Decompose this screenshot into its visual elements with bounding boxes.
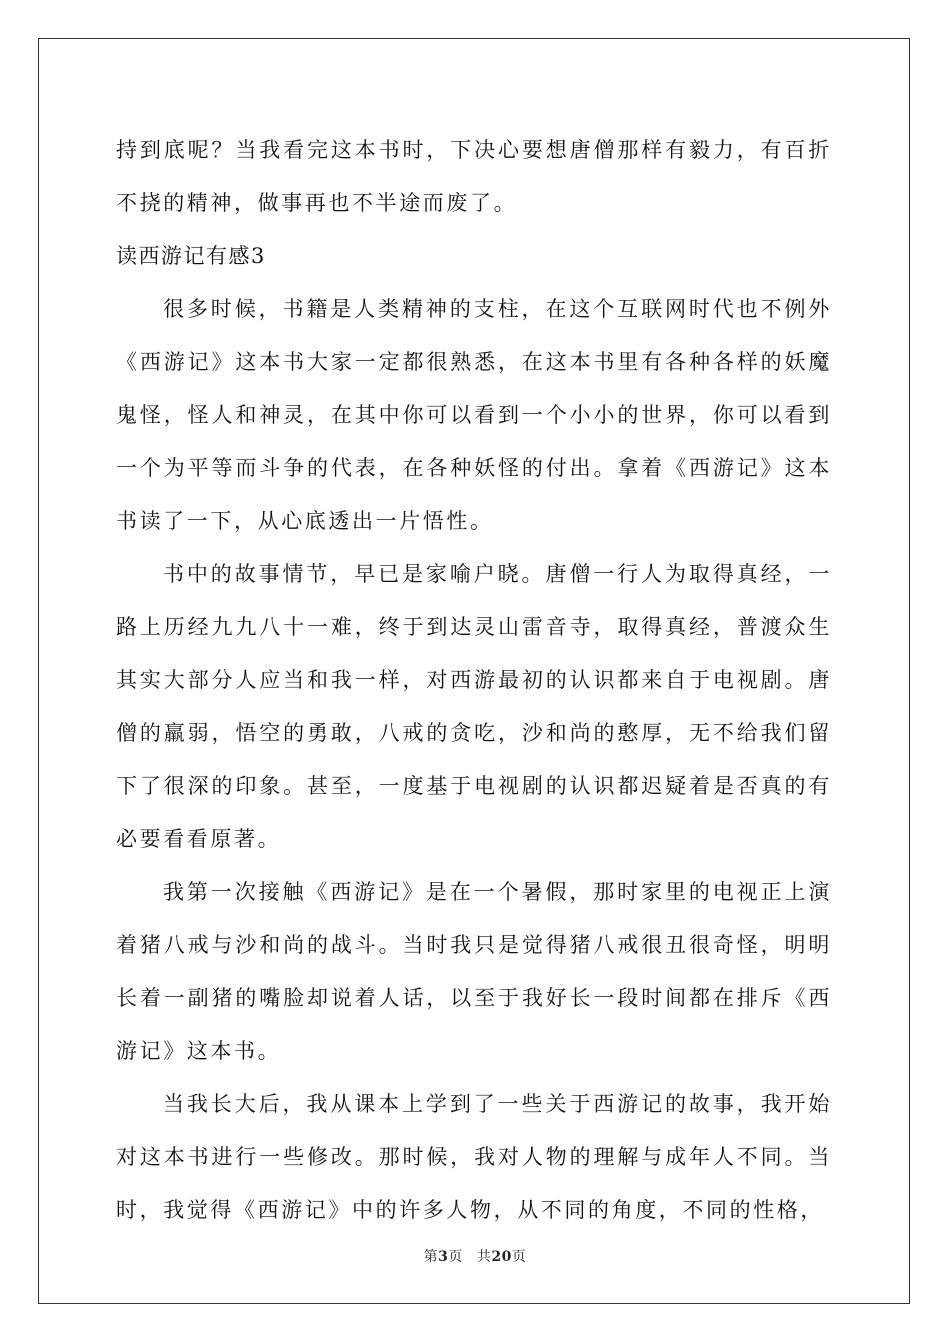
- page-footer: [0, 1246, 950, 1266]
- page-number: 第3页: [423, 1249, 463, 1265]
- paragraph: 我第一次接触《西游记》是在一个暑假，那时家里的电视正上演着猪八戒与沙和尚的战斗。当时我只是觉得猪八戒很丑很奇怪，明明长着一副猪的嘴脸却说着人话，以至于我好长一段时间都在排斥《西游记》这本书。: [116, 880, 832, 1063]
- paragraph-continuation: 持到底呢？当我看完这本书时，下决心要想唐僧那样有毅力，有百折不挠的精神，做事再也不半途而废了。: [116, 138, 832, 215]
- section-heading: 读西游记有感3: [116, 244, 266, 268]
- document-body: [116, 124, 832, 1237]
- paragraph: 当我长大后，我从课本上学到了一些关于西游记的故事，我开始对这本书进行一些修改。那时候，我对人物的理解与成年人不同。当时，我觉得《西游记》中的许多人物，从不同的角度，不同的性格，: [116, 1092, 832, 1222]
- paragraph: 很多时候，书籍是人类精神的支柱，在这个互联网时代也不例外《西游记》这本书大家一定都很熟悉，在这本书里有各种各样的妖魔鬼怪，怪人和神灵，在其中你可以看到一个小小的世界，你可以看到一个为平等而斗争的代表，在各种妖怪的付出。拿着《西游记》这本书读了一下，从心底透出一片悟性。: [116, 297, 832, 533]
- paragraph: 书中的故事情节，早已是家喻户晓。唐僧一行人为取得真经，一路上历经九九八十一难，终于到达灵山雷音寺，取得真经，普渡众生其实大部分人应当和我一样，对西游最初的认识都来自于电视剧。唐僧的羸弱，悟空的勇敢，八戒的贪吃，沙和尚的憨厚，无不给我们留下了很深的印象。甚至，一度基于电视剧的认识都迟疑着是否真的有必要看看原著。: [116, 562, 832, 851]
- page-total: 共20页: [476, 1249, 527, 1265]
